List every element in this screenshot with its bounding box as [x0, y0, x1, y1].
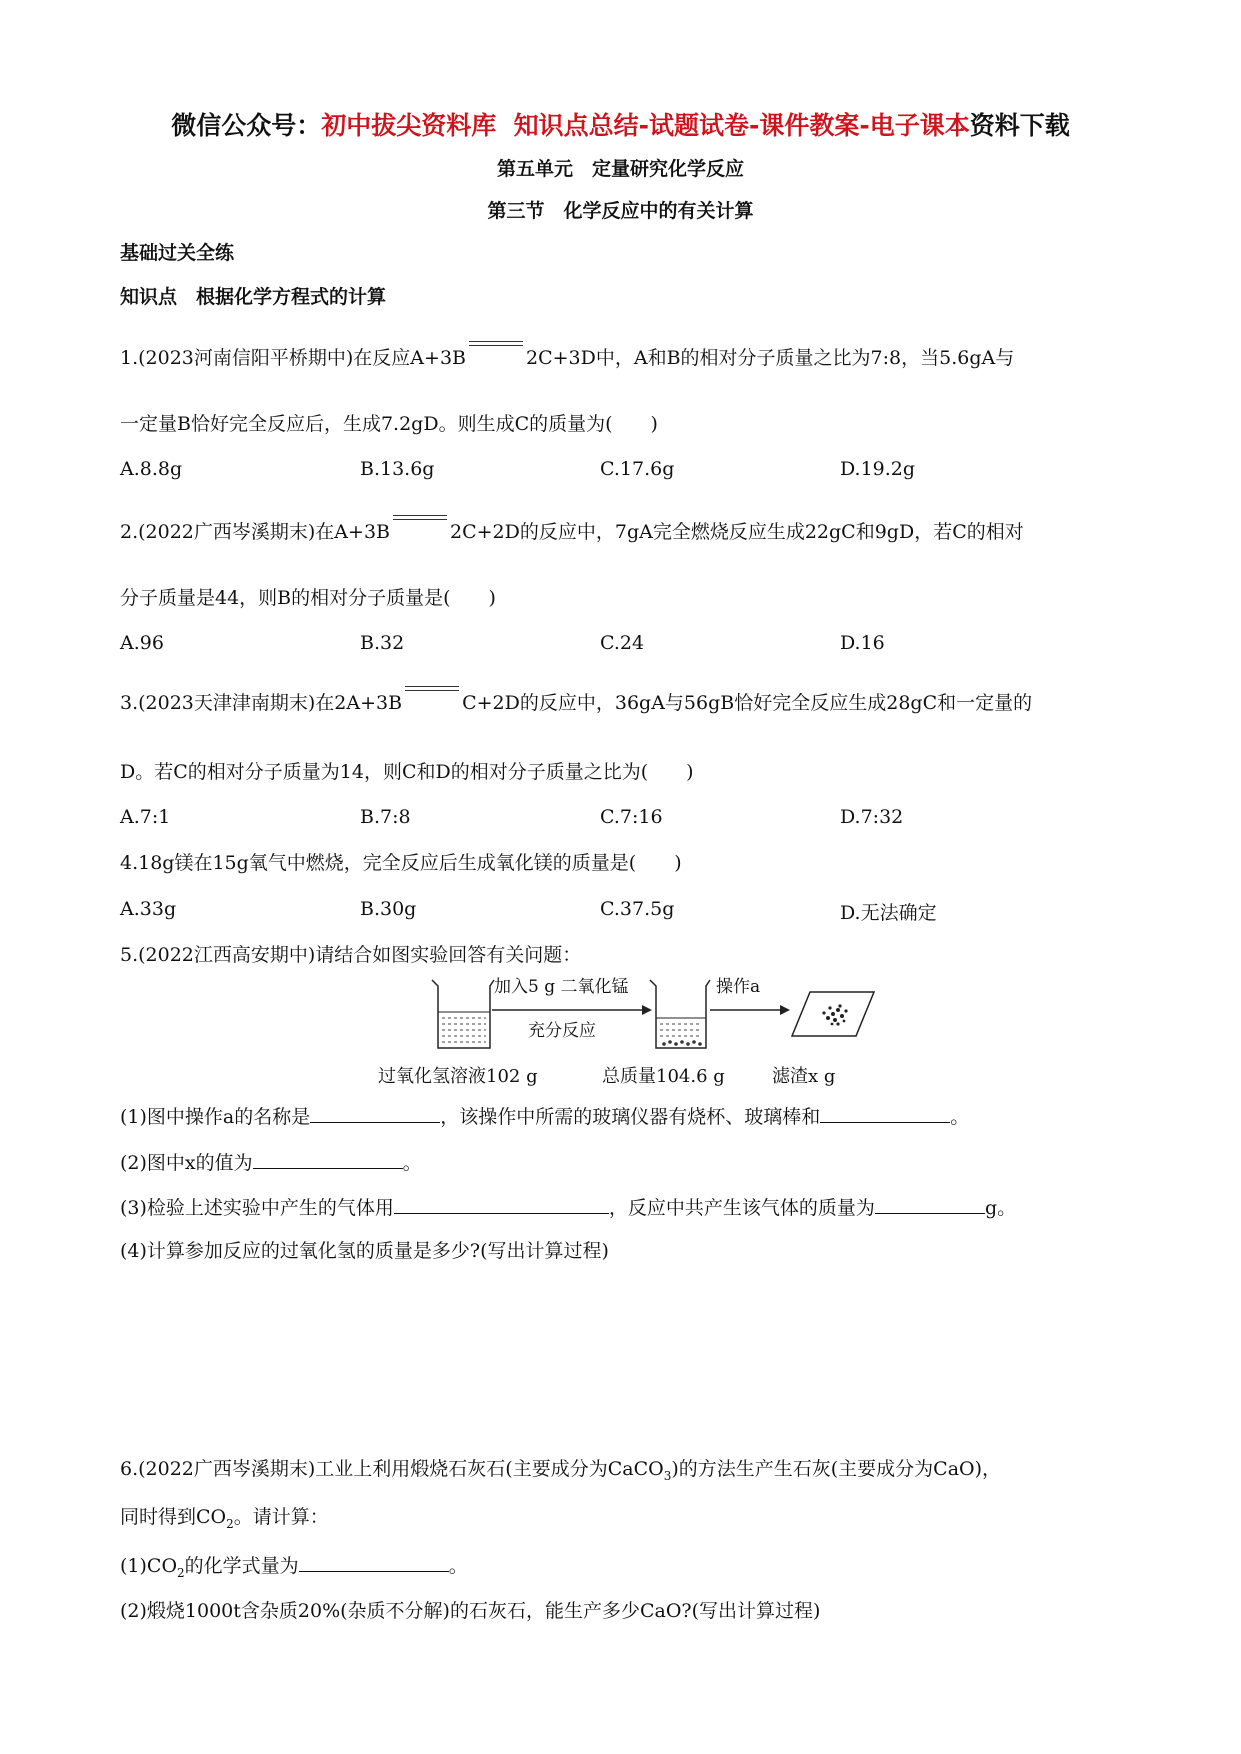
question-1-line-2: 一定量B恰好完全反应后，生成7.2gD。则生成C的质量为( ) [120, 413, 658, 435]
header-suffix: 资料下载 [969, 111, 1070, 140]
q1-option-b[interactable]: B.13.6g [360, 458, 435, 480]
q2-text-post: 2C+2D的反应中，7gA完全燃烧反应生成22gC和9gD，若C的相对 [450, 521, 1024, 543]
q6-sub-1 [120, 1553, 468, 1580]
q1-option-a[interactable]: A.8.8g [120, 458, 183, 480]
q1-option-d[interactable]: D.19.2g [840, 458, 916, 480]
q1-text-pre: 1.(2023河南信阳平桥期中)在反应A+3B [120, 347, 466, 369]
q2-text-pre: 2.(2022广西岑溪期末)在A+3B [120, 521, 390, 543]
equation-sign [391, 522, 449, 544]
q1-option-c[interactable]: C.17.6g [600, 458, 675, 480]
question-6-line-1 [120, 1458, 1001, 1483]
q3-text-pre: 3.(2023天津津南期末)在2A+3B [120, 692, 403, 714]
q5-sub3-blank-2[interactable] [875, 1195, 985, 1214]
q6-sub1-text-b: 的化学式量为 [184, 1555, 299, 1577]
q3-option-d[interactable]: D.7:32 [840, 806, 904, 828]
question-6-line-2 [120, 1506, 329, 1531]
experiment-diagram [380, 978, 900, 1058]
q6-sub1-text-c: 。 [448, 1555, 468, 1577]
q3-option-b[interactable]: B.7:8 [360, 806, 411, 828]
q2-option-b[interactable]: B.32 [360, 632, 405, 654]
q4-option-b[interactable]: B.30g [360, 898, 417, 920]
arrow-1-top-label: 加入5 g 二氧化锰 [494, 977, 629, 997]
q3-option-c[interactable]: C.7:16 [600, 806, 663, 828]
q5-sub1-blank-1[interactable] [310, 1104, 440, 1123]
q6-line2-text-b: 。请计算： [233, 1506, 329, 1528]
q5-sub1-text-b: ，该操作中所需的玻璃仪器有烧杯、玻璃棒和 [440, 1106, 821, 1128]
arrow-1-bottom-label: 充分反应 [528, 1021, 596, 1041]
question-2-line-1 [120, 521, 1024, 544]
q6-line1-text-b: )的方法生产生石灰(主要成分为CaO)， [671, 1458, 1002, 1480]
question-4: 4.18g镁在15g氧气中燃烧，完全反应后生成氧化镁的质量是( ) [120, 852, 682, 874]
q6-line1-text-a: 6.(2022广西岑溪期末)工业上利用煅烧石灰石(主要成分为CaCO [120, 1458, 664, 1480]
q4-option-d[interactable]: D.无法确定 [840, 902, 937, 924]
figure-label-residue: 滤渣x g [772, 1066, 836, 1087]
q5-sub-3 [120, 1195, 1016, 1220]
q6-line2-subscript: 2 [226, 1516, 234, 1531]
equation-sign [403, 693, 461, 715]
question-1-line-1 [120, 347, 1014, 370]
beaker-2 [650, 980, 710, 1048]
figure-label-total-mass: 总质量104.6 g [602, 1066, 725, 1087]
knowledge-heading: 知识点 根据化学方程式的计算 [120, 286, 387, 308]
arrow-2-head [780, 1005, 790, 1015]
q5-sub-2 [120, 1150, 422, 1175]
q2-option-a[interactable]: A.96 [120, 632, 164, 654]
q5-sub-4: (4)计算参加反应的过氧化氢的质量是多少?(写出计算过程) [120, 1240, 609, 1262]
header-prefix: 微信公众号： [171, 111, 322, 140]
header-red-2: 知识点总结-试题试卷-课件教案-电子课本 [513, 111, 970, 140]
q6-sub-2: (2)煅烧1000t含杂质20%(杂质不分解)的石灰石，能生产多少CaO?(写出计算过程) [120, 1600, 821, 1622]
q1-text-post: 2C+3D中，A和B的相对分子质量之比为7:8，当5.6gA与 [526, 347, 1015, 369]
header-red-1: 初中拔尖资料库 [321, 111, 497, 140]
q5-sub2-text-a: (2)图中x的值为 [120, 1152, 253, 1174]
question-3-line-2: D。若C的相对分子质量为14，则C和D的相对分子质量之比为( ) [120, 761, 694, 783]
q5-sub3-text-b: ，反应中共产生该气体的质量为 [608, 1197, 875, 1219]
arrow-2-top-label: 操作a [716, 977, 761, 997]
practice-heading: 基础过关全练 [120, 242, 235, 264]
q5-sub3-text-a: (3)检验上述实验中产生的气体用 [120, 1197, 394, 1219]
q4-option-c[interactable]: C.37.5g [600, 898, 675, 920]
page-header [0, 106, 1241, 142]
beaker-1 [432, 980, 494, 1048]
q6-line2-text-a: 同时得到CO [120, 1506, 227, 1528]
q5-sub1-text-c: 。 [950, 1106, 970, 1128]
q5-sub2-blank[interactable] [253, 1150, 403, 1169]
q5-sub2-text-b: 。 [402, 1152, 422, 1174]
q5-sub1-blank-2[interactable] [820, 1104, 950, 1123]
unit-title: 第五单元 定量研究化学反应 [496, 158, 744, 180]
q6-line1-subscript: 3 [663, 1468, 672, 1483]
q4-option-a[interactable]: A.33g [120, 898, 177, 920]
figure-label-solution: 过氧化氢溶液102 g [378, 1066, 538, 1087]
question-3-line-1 [120, 692, 1032, 715]
question-2-line-2: 分子质量是44，则B的相对分子质量是( ) [120, 587, 496, 609]
arrow-1-head [642, 1005, 652, 1015]
filter-paper [792, 992, 874, 1036]
q5-sub-1 [120, 1104, 969, 1129]
q5-sub1-text-a: (1)图中操作a的名称是 [120, 1106, 311, 1128]
q2-option-d[interactable]: D.16 [840, 632, 885, 654]
q5-sub3-blank-1[interactable] [394, 1195, 609, 1214]
q6-sub1-blank[interactable] [299, 1553, 449, 1572]
q5-sub3-text-c: g。 [984, 1197, 1017, 1219]
q3-text-post: C+2D的反应中，36gA与56gB恰好完全反应生成28gC和一定量的 [462, 692, 1033, 714]
experiment-figure [380, 978, 900, 1088]
q3-option-a[interactable]: A.7:1 [120, 806, 171, 828]
equation-sign [467, 348, 525, 370]
question-5-stem: 5.(2022江西高安期中)请结合如图实验回答有关问题： [120, 944, 582, 966]
q2-option-c[interactable]: C.24 [600, 632, 645, 654]
section-title: 第三节 化学反应中的有关计算 [487, 200, 754, 222]
q6-sub1-subscript: 2 [177, 1565, 185, 1580]
q6-sub1-text-a: (1)CO [120, 1555, 178, 1577]
